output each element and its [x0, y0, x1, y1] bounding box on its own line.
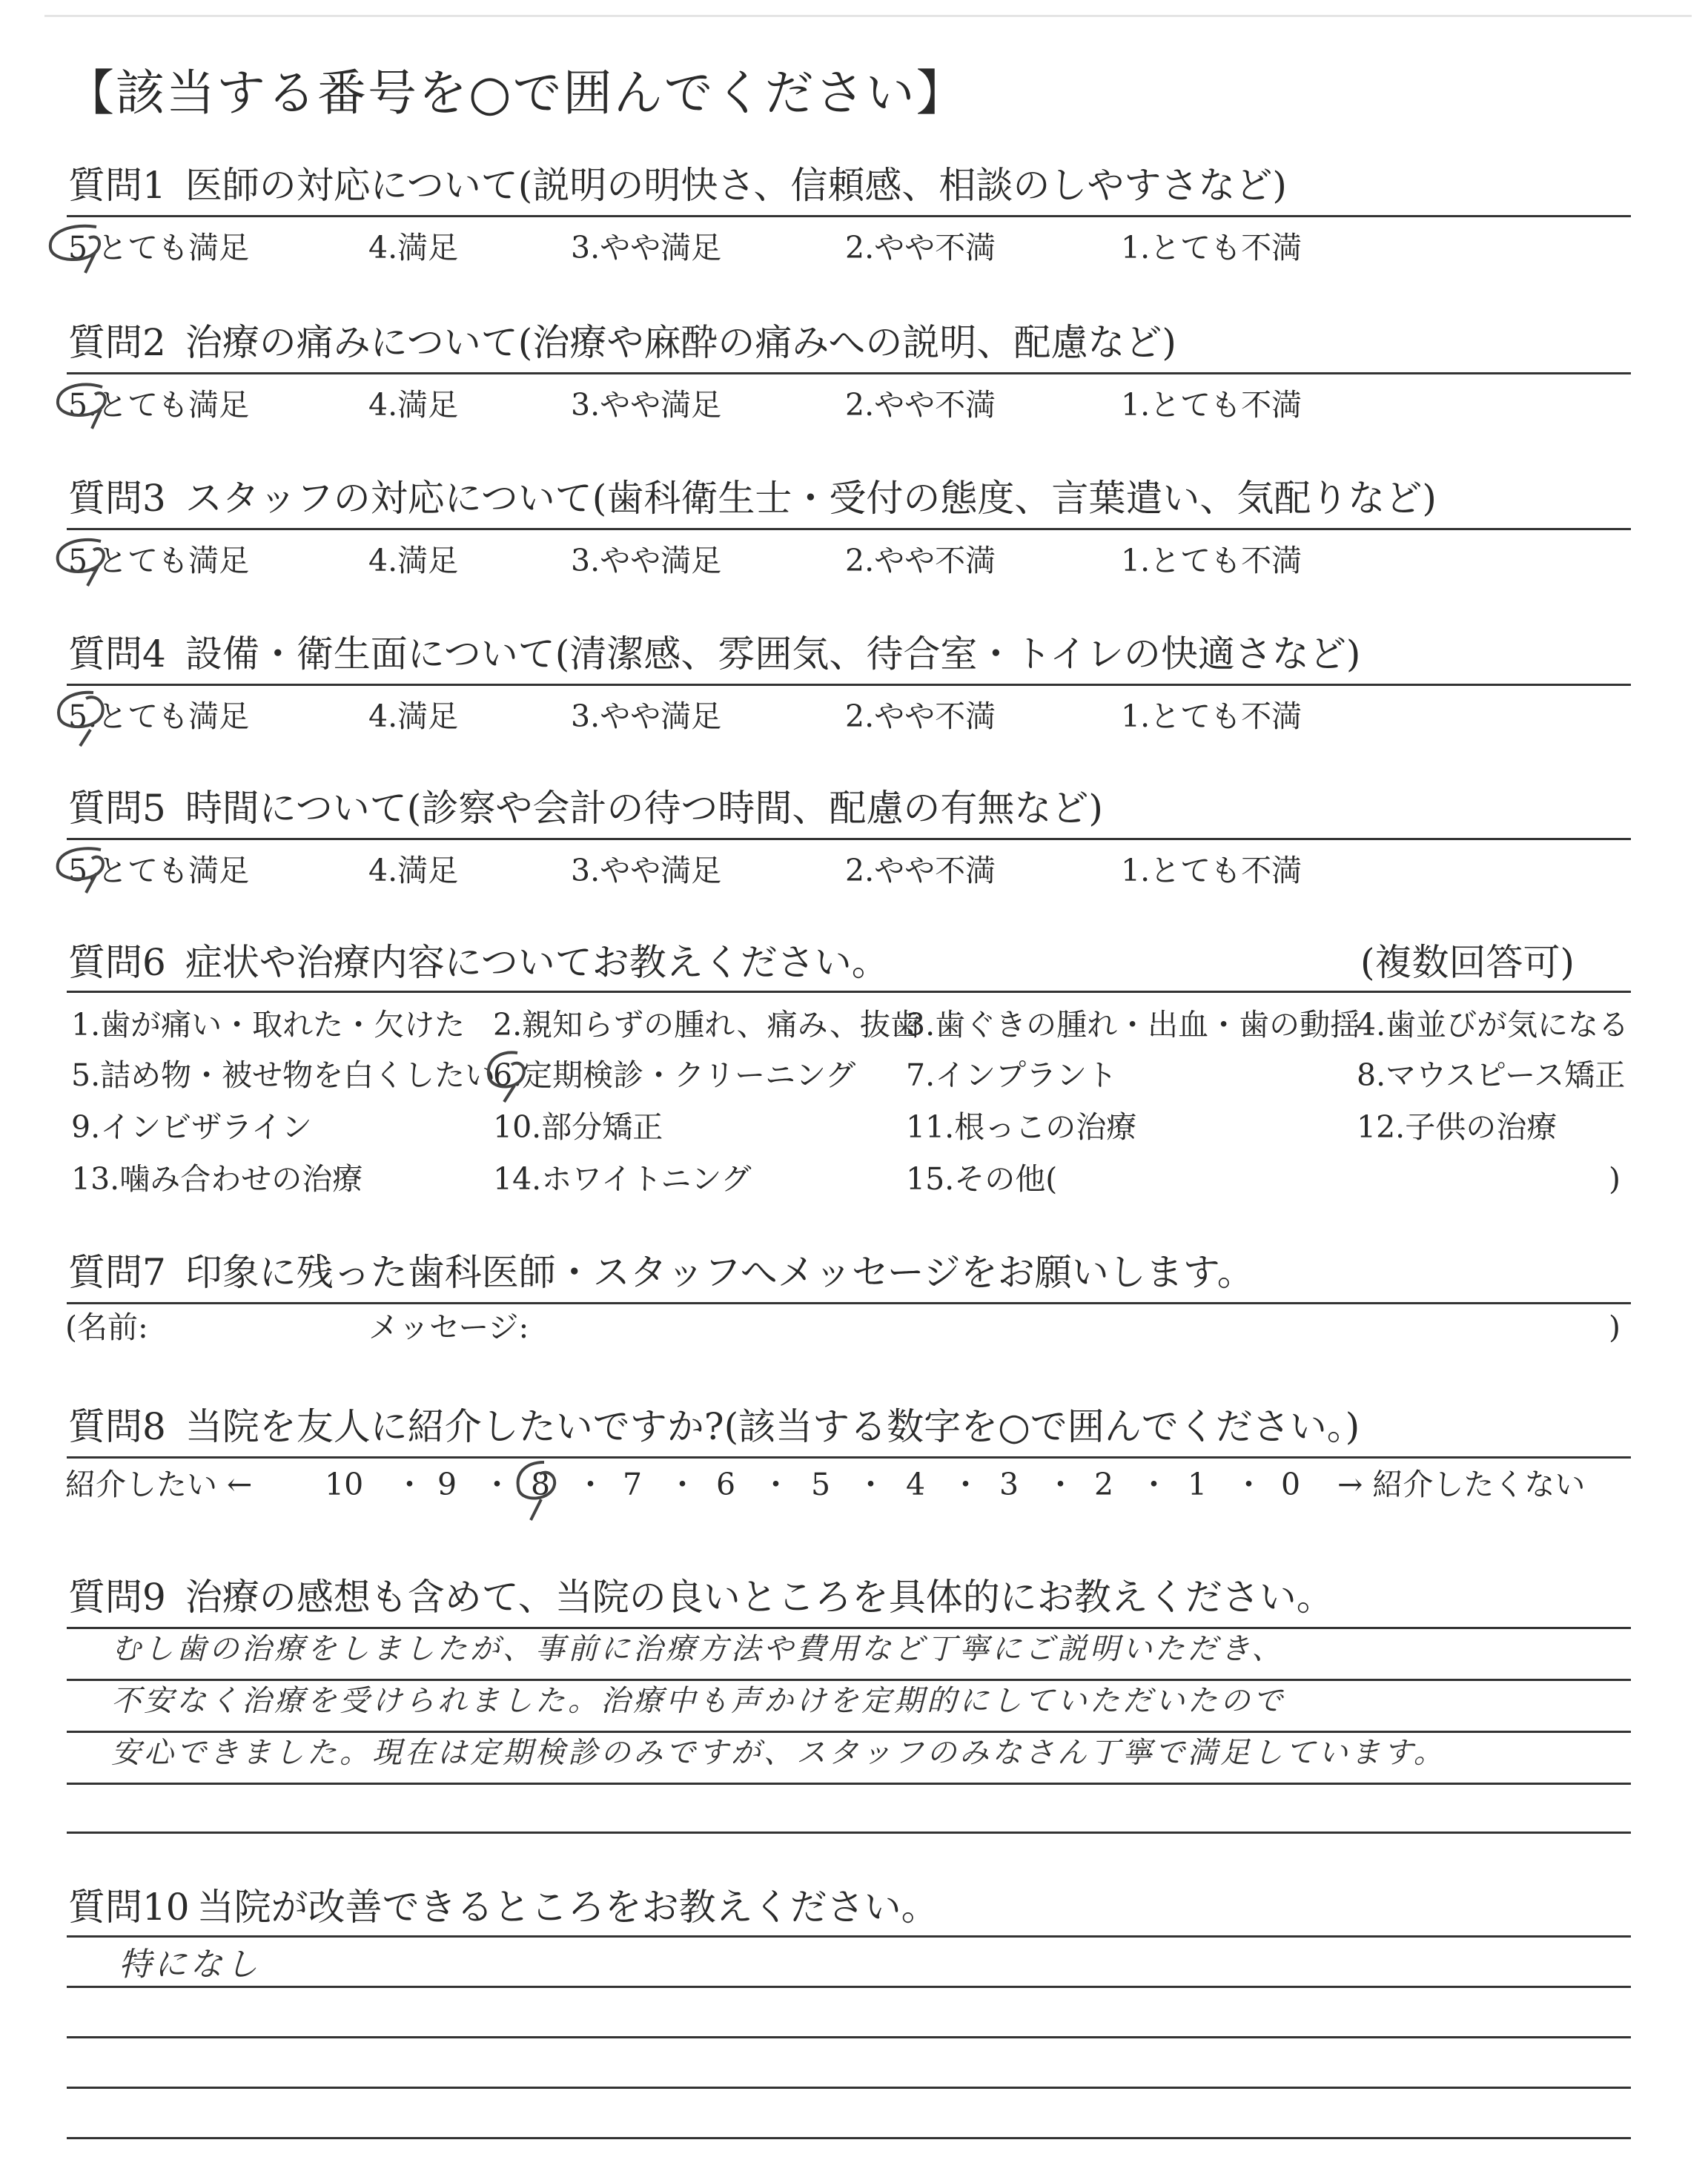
answer-line [67, 2137, 1631, 2139]
question-text: 症状や治療内容についてお教えください。 [185, 941, 889, 984]
question-title [68, 939, 889, 986]
hand-drawn-circle-icon [49, 841, 123, 900]
symptom-option[interactable]: 8.マウスピース矯正 [1357, 1057, 1626, 1093]
option-4[interactable]: 4.満足 [368, 698, 459, 734]
question-title [68, 1573, 1334, 1621]
scale-dot: ・ [1234, 1467, 1264, 1502]
question-label: 質問1 [68, 164, 166, 207]
scale-6[interactable]: 6 [716, 1467, 736, 1502]
option-5[interactable]: 5.とても満足 [68, 387, 250, 423]
hand-drawn-circle-icon [482, 1047, 541, 1106]
question-text: 時間について(診察や会計の待つ時間、配慮の有無など) [185, 787, 1103, 830]
answer-line [67, 1783, 1631, 1785]
question-label: 質問6 [68, 941, 166, 984]
scale-8[interactable]: 8 [531, 1467, 551, 1502]
name-field-label[interactable]: (名前: [65, 1309, 148, 1345]
question-title [68, 319, 1176, 366]
hand-drawn-circle-icon [44, 219, 119, 279]
question-text: 設備・衛生面について(清潔感、雰囲気、待合室・トイレの快適さなど) [185, 633, 1361, 676]
scale-dot: ・ [482, 1467, 512, 1502]
question-title [68, 630, 1360, 678]
question-label: 質問10 [68, 1886, 190, 1929]
symptom-option[interactable]: 13.噛み合わせの治療 [71, 1161, 363, 1197]
scale-10[interactable]: 10 [325, 1467, 364, 1502]
recommend-left-label: 紹介したい ← [65, 1467, 253, 1502]
scale-9[interactable]: 9 [437, 1467, 457, 1502]
handwritten-answer-line[interactable]: 不安なく治療を受けられました。治療中も声かけを定期的にしていただいたので [111, 1684, 1285, 1718]
handwritten-answer-line[interactable]: 安心できました。現在は定期検診のみですが、スタッフのみなさん丁寧で満足しています。 [111, 1736, 1446, 1770]
question-text: 治療の感想も含めて、当院の良いところを具体的にお教えください。 [185, 1576, 1334, 1619]
answer-line [67, 1832, 1631, 1834]
option-5[interactable]: 5.とても満足 [68, 543, 250, 578]
scale-2[interactable]: 2 [1094, 1467, 1114, 1502]
scale-dot: ・ [1045, 1467, 1076, 1502]
symptom-option[interactable]: 4.歯並びが気になる [1357, 1007, 1629, 1043]
multiple-answers-note: (複数回答可) [1360, 941, 1575, 984]
answer-line [67, 1986, 1631, 1988]
question-underline [67, 684, 1631, 686]
scale-dot: ・ [667, 1467, 698, 1502]
question-text: スタッフの対応について(歯科衛生士・受付の態度、言葉遣い、気配りなど) [185, 477, 1437, 520]
option-5[interactable]: 5.とても満足 [68, 230, 250, 265]
question-text: 医師の対応について(説明の明快さ、信頼感、相談のしやすさなど) [185, 164, 1287, 207]
question-label: 質問8 [68, 1405, 166, 1448]
hand-drawn-circle-icon [49, 684, 123, 750]
scale-1[interactable]: 1 [1188, 1467, 1208, 1502]
option-2[interactable]: 2.やや不満 [845, 853, 996, 888]
question-label: 質問7 [68, 1251, 166, 1294]
question-label: 質問3 [68, 477, 166, 520]
option-5[interactable]: 5.とても満足 [68, 698, 250, 734]
scale-dot: ・ [855, 1467, 886, 1502]
option-2[interactable]: 2.やや不満 [845, 230, 996, 265]
symptom-option[interactable]: 2.親知らずの腫れ、痛み、抜歯 [493, 1007, 921, 1043]
question-underline [67, 215, 1631, 217]
message-field-label[interactable]: メッセージ: [368, 1309, 529, 1345]
option-5[interactable]: 5.とても満足 [68, 853, 250, 888]
question-underline [67, 838, 1631, 840]
option-1[interactable]: 1.とても不満 [1121, 543, 1302, 578]
option-2[interactable]: 2.やや不満 [845, 387, 996, 423]
option-3[interactable]: 3.やや満足 [571, 230, 722, 265]
option-4[interactable]: 4.満足 [368, 387, 459, 423]
option-1[interactable]: 1.とても不満 [1121, 698, 1302, 734]
option-1[interactable]: 1.とても不満 [1121, 387, 1302, 423]
question-title [68, 1403, 1360, 1450]
question-text: 当院が改善できるところをお教えください。 [196, 1886, 939, 1929]
scale-4[interactable]: 4 [906, 1467, 926, 1502]
question-title [68, 785, 1103, 832]
scale-5[interactable]: 5 [811, 1467, 831, 1502]
hand-drawn-circle-icon [49, 532, 123, 592]
option-1[interactable]: 1.とても不満 [1121, 230, 1302, 265]
answer-line [67, 1935, 1631, 1938]
scale-dot: ・ [394, 1467, 425, 1502]
symptom-option[interactable]: 14.ホワイトニング [493, 1161, 752, 1197]
other-close-paren: ) [1609, 1161, 1621, 1197]
question-label: 質問9 [68, 1576, 166, 1619]
question-text: 治療の痛みについて(治療や麻酔の痛みへの説明、配慮など) [185, 321, 1176, 364]
answer-line [67, 2087, 1631, 2089]
scale-dot: ・ [950, 1467, 981, 1502]
scale-3[interactable]: 3 [999, 1467, 1019, 1502]
option-1[interactable]: 1.とても不満 [1121, 853, 1302, 888]
symptom-option[interactable]: 6.定期検診・クリーニング [493, 1057, 856, 1093]
option-4[interactable]: 4.満足 [368, 853, 459, 888]
question-title [68, 1883, 939, 1931]
symptom-option[interactable]: 10.部分矯正 [493, 1109, 663, 1145]
option-4[interactable]: 4.満足 [368, 543, 459, 578]
symptom-option[interactable]: 1.歯が痛い・取れた・欠けた [71, 1007, 466, 1043]
question-title [68, 162, 1287, 209]
scale-dot: ・ [575, 1467, 606, 1502]
question-label: 質問2 [68, 321, 166, 364]
option-3[interactable]: 3.やや満足 [571, 853, 722, 888]
question-title [68, 475, 1437, 522]
hand-drawn-circle-icon [510, 1458, 569, 1525]
option-3[interactable]: 3.やや満足 [571, 698, 722, 734]
symptom-option[interactable]: 3.歯ぐきの腫れ・出血・歯の動揺 [906, 1007, 1361, 1043]
option-3[interactable]: 3.やや満足 [571, 387, 722, 423]
question-text: 印象に残った歯科医師・スタッフへメッセージをお願いします。 [185, 1251, 1254, 1294]
handwritten-answer-line[interactable]: むし歯の治療をしましたが、事前に治療方法や費用など丁寧にご説明いただき、 [111, 1632, 1285, 1666]
hand-drawn-circle-icon [49, 377, 123, 436]
question-label: 質問5 [68, 787, 166, 830]
option-2[interactable]: 2.やや不満 [845, 543, 996, 578]
answer-line [67, 2036, 1631, 2038]
symptom-option[interactable]: 15.その他( [906, 1161, 1058, 1197]
message-close-paren: ) [1609, 1309, 1621, 1345]
question-text: 当院を友人に紹介したいですか?(該当する数字を○で囲んでください。) [185, 1405, 1360, 1448]
symptom-option[interactable]: 7.インプラント [906, 1057, 1118, 1093]
question-underline [67, 991, 1631, 993]
symptom-option[interactable]: 9.インビザライン [71, 1109, 312, 1145]
symptom-option[interactable]: 11.根っこの治療 [906, 1109, 1137, 1145]
symptom-option[interactable]: 5.詰め物・被せ物を白くしたい [71, 1057, 496, 1093]
question-title [68, 1249, 1254, 1296]
option-3[interactable]: 3.やや満足 [571, 543, 722, 578]
handwritten-answer[interactable]: 特になし [119, 1946, 261, 1984]
question-underline [67, 372, 1631, 374]
question-label: 質問4 [68, 633, 166, 676]
question-underline [67, 1302, 1631, 1304]
question-underline [67, 1456, 1631, 1459]
scale-0[interactable]: 0 [1281, 1467, 1301, 1502]
symptom-option[interactable]: 12.子供の治療 [1357, 1109, 1558, 1145]
option-2[interactable]: 2.やや不満 [845, 698, 996, 734]
top-border [44, 15, 1692, 17]
option-4[interactable]: 4.満足 [368, 230, 459, 265]
instruction-heading: 【該当する番号を○で囲んでください】 [65, 65, 967, 122]
scale-dot: ・ [761, 1467, 791, 1502]
scale-7[interactable]: 7 [623, 1467, 643, 1502]
question-underline [67, 528, 1631, 530]
scale-dot: ・ [1139, 1467, 1169, 1502]
recommend-right-label: → 紹介したくない [1337, 1467, 1586, 1502]
